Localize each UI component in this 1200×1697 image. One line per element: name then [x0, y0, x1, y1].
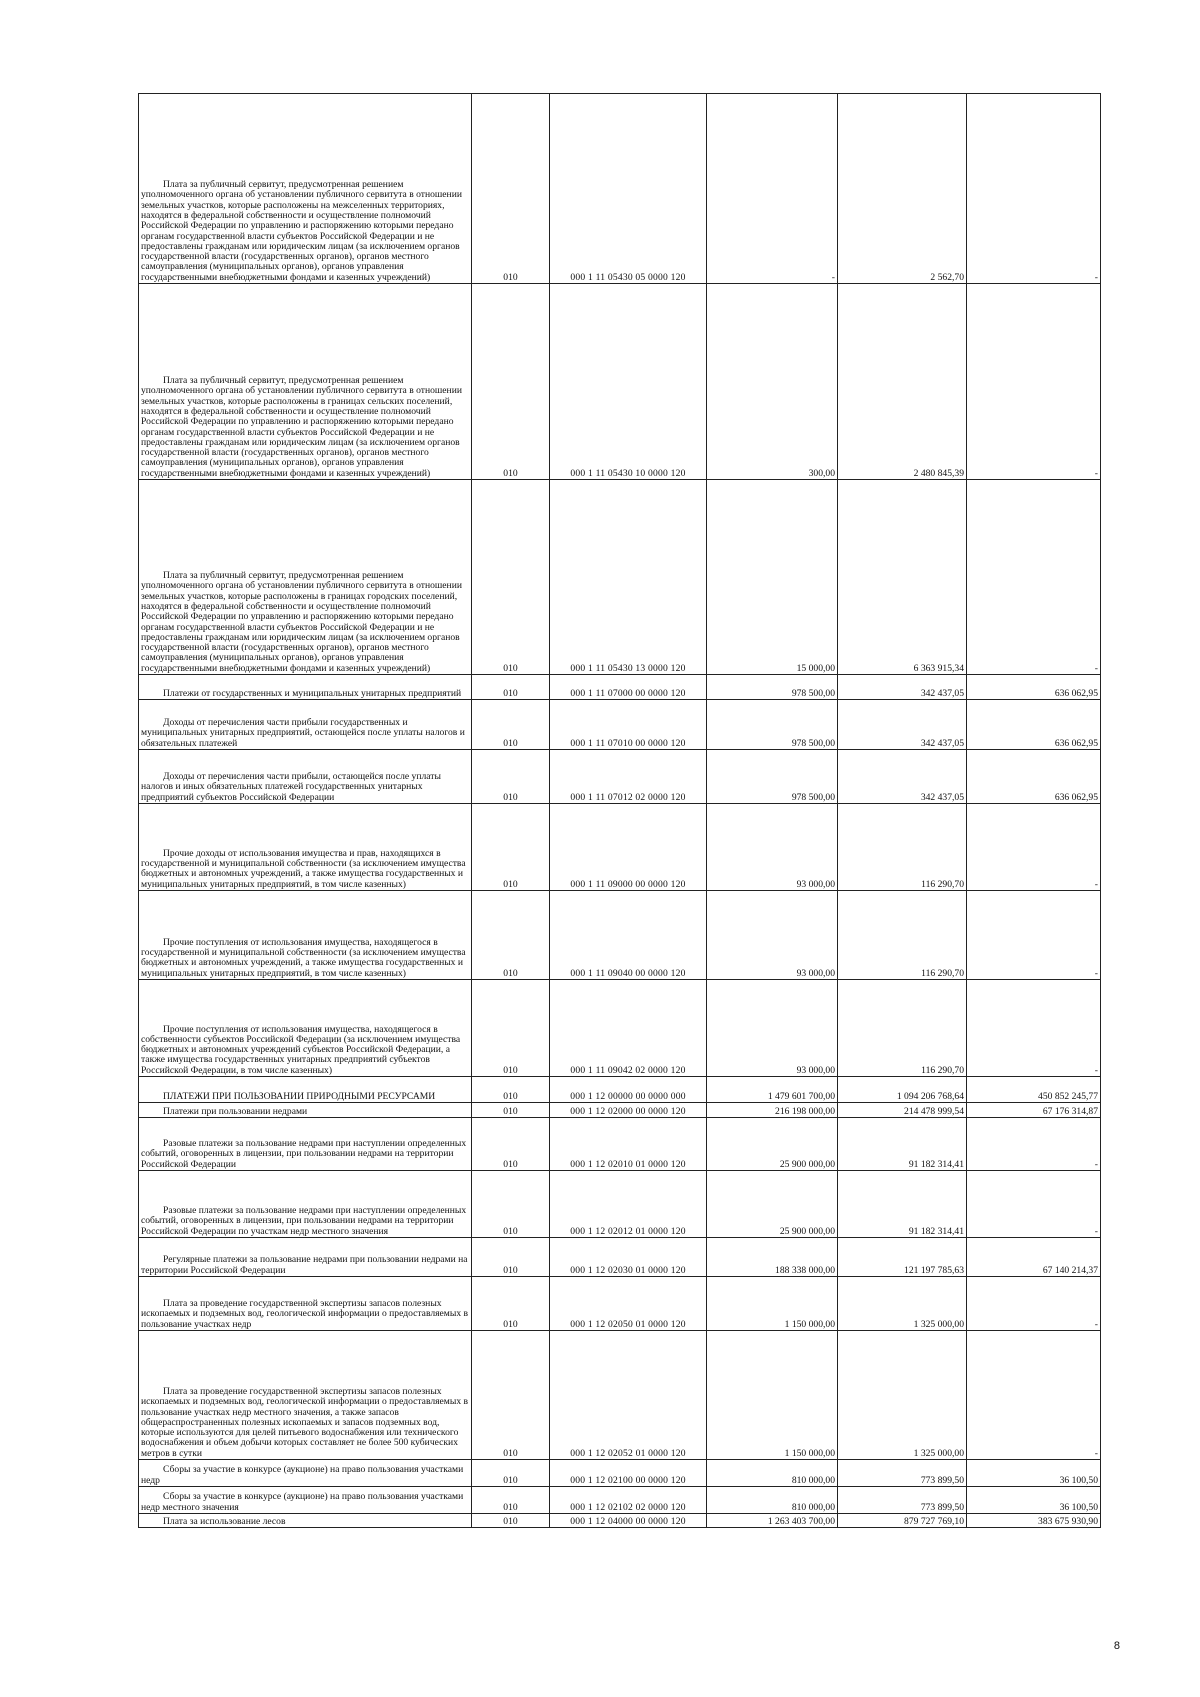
row-remaining: - [967, 1171, 1101, 1238]
row-remaining: 450 852 245,77 [967, 1077, 1101, 1103]
row-budget-code: 000 1 11 07010 00 0000 120 [550, 700, 707, 750]
row-approved: 810 000,00 [707, 1487, 838, 1514]
row-executed: 342 437,05 [838, 700, 967, 750]
row-code: 010 [472, 1077, 550, 1103]
row-name-text: Сборы за участие в конкурсе (аукционе) на право пользования участками недр [141, 1464, 464, 1486]
table-row [139, 284, 1101, 480]
row-name [139, 891, 472, 980]
table-row [139, 891, 1101, 980]
row-executed: 773 899,50 [838, 1460, 967, 1487]
row-budget-code: 000 1 11 07000 00 0000 120 [550, 675, 707, 700]
row-name-text: Разовые платежи за пользование недрами при наступлении определенных событий, оговоренных в лицензии, при пользовании недрами на территории Российской Федерации [141, 1138, 467, 1170]
row-approved: 810 000,00 [707, 1460, 838, 1487]
row-name [139, 480, 472, 675]
row-executed: 6 363 915,34 [838, 480, 967, 675]
row-executed: 214 478 999,54 [838, 1103, 967, 1118]
row-remaining: 67 176 314,87 [967, 1103, 1101, 1118]
row-budget-code: 000 1 12 00000 00 0000 000 [550, 1077, 707, 1103]
row-approved: 15 000,00 [707, 480, 838, 675]
table-row [139, 675, 1101, 700]
table-row [139, 750, 1101, 804]
row-name-text: Прочие поступления от использования имущества, находящегося в собственности субъектов Российской Федерации (за исключением имущества бюджетных и автономных учреждений субъектов Российской Федерации, а также имущества государственных унитарных предприятий субъектов Российской Федерации, в том числе казенных) [141, 1023, 461, 1076]
row-approved: 25 900 000,00 [707, 1118, 838, 1171]
row-approved: 978 500,00 [707, 750, 838, 804]
row-name [139, 1277, 472, 1331]
report-page [138, 93, 1100, 1528]
row-name-text: Плата за публичный сервитут, предусмотренная решением уполномоченного органа об установлении публичного сервитута в отношении земельных участков, которые расположены в границах городских поселений, находятся в федеральной собственности и осуществление полномочий Российской Федерации по управлению и распоряжению которыми передано органам государственной власти субъектов Российской Федерации и не предоставлены гражданам или юридическим лицам (за исключением органов государственной власти (государственных органов), органов местного самоуправления (муниципальных органов), органов управления государственными внебюджетными фондами и казенных учреждений) [141, 570, 462, 674]
row-budget-code: 000 1 12 02010 01 0000 120 [550, 1118, 707, 1171]
table-row [139, 1331, 1101, 1460]
row-approved: 1 479 601 700,00 [707, 1077, 838, 1103]
row-remaining: - [967, 980, 1101, 1077]
row-executed: 879 727 769,10 [838, 1514, 967, 1528]
table-body [139, 94, 1101, 1528]
row-code: 010 [472, 891, 550, 980]
row-approved: 93 000,00 [707, 980, 838, 1077]
row-code: 010 [472, 750, 550, 804]
row-name-text: Прочие доходы от использования имущества и прав, находящихся в государственной и муниципальной собственности (за исключением имущества бюджетных и автономных учреждений, а также имущества государственных и муниципальных унитарных предприятий, в том числе казенных) [141, 847, 466, 890]
row-executed: 116 290,70 [838, 804, 967, 891]
row-budget-code: 000 1 11 07012 02 0000 120 [550, 750, 707, 804]
row-name [139, 1331, 472, 1460]
row-remaining: - [967, 284, 1101, 480]
row-name-text: Плата за проведение государственной экспертизы запасов полезных ископаемых и подземных вод, геологической информации о предоставляемых в пользование участках недр местного значения, а также запасов общераспространенных полезных ископаемых и запасов подземных вод, которые используются для целей питьевого водоснабжения или технического водоснабжения и объем добычи которых составляет не более 500 кубических метров в сутки [141, 1385, 469, 1459]
row-code: 010 [472, 1171, 550, 1238]
row-name-text: Плата за публичный сервитут, предусмотренная решением уполномоченного органа об установлении публичного сервитута в отношении земельных участков, которые расположены в границах сельских поселений, находятся в федеральной собственности и осуществление полномочий Российской Федерации по управлению и распоряжению которыми передано органам государственной власти субъектов Российской Федерации и не предоставлены гражданам или юридическим лицам (за исключением органов государственной власти (государственных органов), органов местного самоуправления (муниципальных органов), органов управления государственными внебюджетными фондами и казенных учреждений) [141, 375, 462, 479]
row-executed: 121 197 785,63 [838, 1238, 967, 1277]
table-row [139, 1103, 1101, 1118]
row-executed: 116 290,70 [838, 891, 967, 980]
row-code: 010 [472, 1277, 550, 1331]
row-remaining: 383 675 930,90 [967, 1514, 1101, 1528]
row-approved: 300,00 [707, 284, 838, 480]
table-row [139, 804, 1101, 891]
row-code: 010 [472, 1460, 550, 1487]
row-budget-code: 000 1 11 09042 02 0000 120 [550, 980, 707, 1077]
table-row [139, 480, 1101, 675]
row-budget-code: 000 1 11 09000 00 0000 120 [550, 804, 707, 891]
row-name-text: Плата за публичный сервитут, предусмотренная решением уполномоченного органа об установлении публичного сервитута в отношении земельных участков, которые расположены на межселенных территориях, находятся в федеральной собственности и осуществление полномочий Российской Федерации по управлению и распоряжению которыми передано органам государственной власти субъектов Российской Федерации и не предоставлены гражданам или юридическим лицам (за исключением органов государственной власти (государственных органов), органов местного самоуправления (муниципальных органов), органов управления государственными внебюджетными фондами и казенных учреждений) [141, 179, 462, 283]
row-name-text: Платежи от государственных и муниципальных унитарных предприятий [163, 687, 462, 699]
row-code: 010 [472, 1118, 550, 1171]
row-name [139, 1103, 472, 1118]
row-code: 010 [472, 980, 550, 1077]
row-remaining: 36 100,50 [967, 1460, 1101, 1487]
row-name [139, 1238, 472, 1277]
row-remaining: - [967, 1331, 1101, 1460]
row-name [139, 1077, 472, 1103]
row-code: 010 [472, 1103, 550, 1118]
row-remaining: 636 062,95 [967, 700, 1101, 750]
row-name-text: Сборы за участие в конкурсе (аукционе) на право пользования участками недр местного значения [141, 1491, 464, 1513]
row-code: 010 [472, 675, 550, 700]
row-name [139, 675, 472, 700]
row-name [139, 804, 472, 891]
row-name [139, 94, 472, 284]
row-name-text: Разовые платежи за пользование недрами при наступлении определенных событий, оговоренных в лицензии, при пользовании недрами на территории Российской Федерации по участкам недр местного значения [141, 1205, 467, 1237]
row-executed: 1 325 000,00 [838, 1277, 967, 1331]
row-budget-code: 000 1 12 04000 00 0000 120 [550, 1514, 707, 1528]
row-name [139, 980, 472, 1077]
row-remaining: 636 062,95 [967, 675, 1101, 700]
row-name [139, 1118, 472, 1171]
row-code: 010 [472, 804, 550, 891]
table-row [139, 980, 1101, 1077]
page-number: 8 [1113, 1640, 1120, 1652]
row-name [139, 284, 472, 480]
row-approved: 1 263 403 700,00 [707, 1514, 838, 1528]
row-budget-code: 000 1 11 09040 00 0000 120 [550, 891, 707, 980]
row-budget-code: 000 1 12 02050 01 0000 120 [550, 1277, 707, 1331]
table-row [139, 1487, 1101, 1514]
row-remaining: 67 140 214,37 [967, 1238, 1101, 1277]
row-name [139, 1514, 472, 1528]
row-approved: 1 150 000,00 [707, 1277, 838, 1331]
row-name [139, 700, 472, 750]
row-name-text: Доходы от перечисления части прибыли государственных и муниципальных унитарных предприятий, остающейся после уплаты налогов и обязательных платежей [141, 717, 465, 749]
row-executed: 2 562,70 [838, 94, 967, 284]
row-approved: 188 338 000,00 [707, 1238, 838, 1277]
row-remaining: - [967, 804, 1101, 891]
row-remaining: - [967, 94, 1101, 284]
table-row [139, 1171, 1101, 1238]
row-approved: 216 198 000,00 [707, 1103, 838, 1118]
row-remaining: - [967, 1118, 1101, 1171]
row-executed: 2 480 845,39 [838, 284, 967, 480]
row-remaining: 36 100,50 [967, 1487, 1101, 1514]
row-remaining: - [967, 891, 1101, 980]
row-name-text: ПЛАТЕЖИ ПРИ ПОЛЬЗОВАНИИ ПРИРОДНЫМИ РЕСУРСАМИ [163, 1090, 436, 1102]
row-approved: 25 900 000,00 [707, 1171, 838, 1238]
row-executed: 91 182 314,41 [838, 1171, 967, 1238]
row-name [139, 1171, 472, 1238]
table-row [139, 1118, 1101, 1171]
row-remaining: - [967, 1277, 1101, 1331]
row-name-text: Регулярные платежи за пользование недрами при пользовании недрами на территории Российской Федерации [141, 1254, 468, 1276]
row-budget-code: 000 1 11 05430 05 0000 120 [550, 94, 707, 284]
row-name-text: Плата за использование лесов [163, 1515, 286, 1527]
table-row [139, 1514, 1101, 1528]
table-row [139, 1238, 1101, 1277]
row-approved: - [707, 94, 838, 284]
row-approved: 978 500,00 [707, 675, 838, 700]
row-code: 010 [472, 700, 550, 750]
row-remaining: - [967, 480, 1101, 675]
row-remaining: 636 062,95 [967, 750, 1101, 804]
row-executed: 773 899,50 [838, 1487, 967, 1514]
row-executed: 116 290,70 [838, 980, 967, 1077]
row-code: 010 [472, 1514, 550, 1528]
row-name [139, 750, 472, 804]
row-executed: 342 437,05 [838, 750, 967, 804]
row-name-text: Прочие поступления от использования имущества, находящегося в государственной и муниципальной собственности (за исключением имущества бюджетных и автономных учреждений, а также имущества государственных и муниципальных унитарных предприятий, в том числе казенных) [141, 936, 466, 979]
row-budget-code: 000 1 12 02052 01 0000 120 [550, 1331, 707, 1460]
table-row [139, 94, 1101, 284]
row-name [139, 1487, 472, 1514]
table-row [139, 700, 1101, 750]
row-executed: 1 325 000,00 [838, 1331, 967, 1460]
table-row [139, 1460, 1101, 1487]
row-name-text: Плата за проведение государственной экспертизы запасов полезных ископаемых и подземных вод, геологической информации о предоставляемых в пользование участках недр [141, 1298, 469, 1330]
row-budget-code: 000 1 12 02000 00 0000 120 [550, 1103, 707, 1118]
table-row [139, 1077, 1101, 1103]
row-code: 010 [472, 1487, 550, 1514]
row-budget-code: 000 1 12 02100 00 0000 120 [550, 1460, 707, 1487]
row-executed: 91 182 314,41 [838, 1118, 967, 1171]
row-executed: 1 094 206 768,64 [838, 1077, 967, 1103]
revenue-table [138, 93, 1101, 1528]
row-name [139, 1460, 472, 1487]
row-budget-code: 000 1 11 05430 10 0000 120 [550, 284, 707, 480]
row-budget-code: 000 1 12 02012 01 0000 120 [550, 1171, 707, 1238]
row-name-text: Платежи при пользовании недрами [163, 1105, 308, 1117]
row-approved: 978 500,00 [707, 700, 838, 750]
row-code: 010 [472, 1238, 550, 1277]
row-budget-code: 000 1 12 02102 02 0000 120 [550, 1487, 707, 1514]
row-code: 010 [472, 480, 550, 675]
row-code: 010 [472, 94, 550, 284]
row-code: 010 [472, 1331, 550, 1460]
table-row [139, 1277, 1101, 1331]
row-budget-code: 000 1 11 05430 13 0000 120 [550, 480, 707, 675]
row-name-text: Доходы от перечисления части прибыли, остающейся после уплаты налогов и иных обязательных платежей государственных унитарных предприятий субъектов Российской Федерации [141, 771, 441, 803]
row-code: 010 [472, 284, 550, 480]
row-executed: 342 437,05 [838, 675, 967, 700]
row-approved: 1 150 000,00 [707, 1331, 838, 1460]
row-budget-code: 000 1 12 02030 01 0000 120 [550, 1238, 707, 1277]
row-approved: 93 000,00 [707, 891, 838, 980]
row-approved: 93 000,00 [707, 804, 838, 891]
